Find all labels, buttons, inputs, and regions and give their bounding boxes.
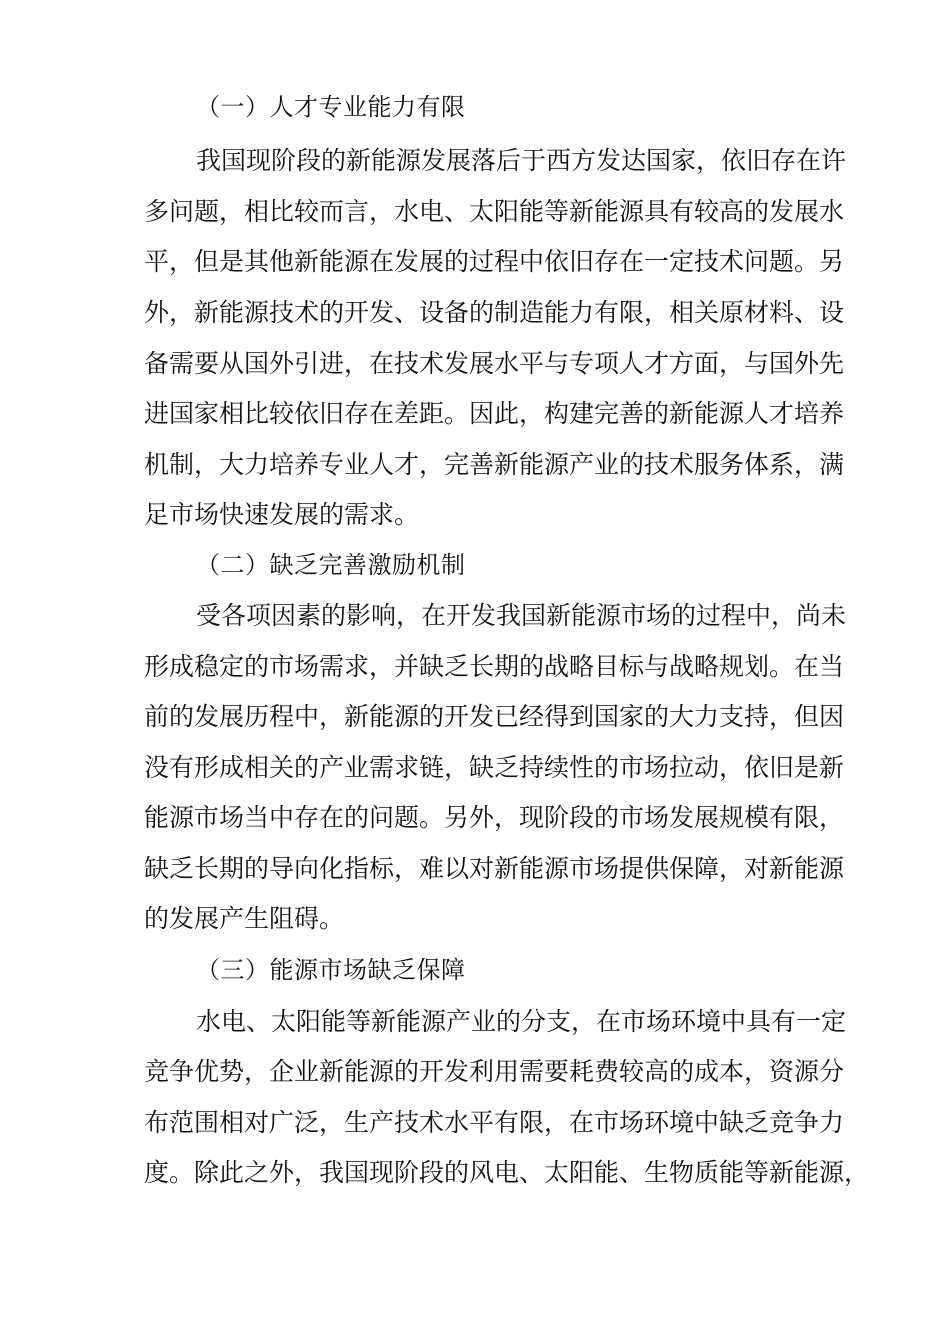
paragraph-line: 前的发展历程中，新能源的开发已经得到国家的大力支持，但因 (144, 702, 845, 731)
section-heading-2: （二）缺乏完善激励机制 (196, 551, 466, 579)
paragraph-line: 多问题，相比较而言，水电、太阳能等新能源具有较高的发展水 (144, 197, 845, 226)
paragraph-line: 机制，大力培养专业人才，完善新能源产业的技术服务体系，满 (144, 450, 845, 479)
paragraph-line: 我国现阶段的新能源发展落后于西方发达国家，依旧存在许 (196, 146, 847, 175)
paragraph-line: 竞争优势，企业新能源的开发利用需要耗费较高的成本，资源分 (144, 1057, 845, 1086)
section-heading-3: （三）能源市场缺乏保障 (196, 956, 466, 984)
paragraph-line: 布范围相对广泛，生产技术水平有限，在市场环境中缺乏竞争力 (144, 1108, 845, 1137)
paragraph-line: 外，新能源技术的开发、设备的制造能力有限，相关原材料、设 (144, 298, 845, 327)
paragraph-line: 水电、太阳能等新能源产业的分支，在市场环境中具有一定 (196, 1007, 847, 1036)
paragraph-line: 缺乏长期的导向化指标，难以对新能源市场提供保障，对新能源 (144, 854, 845, 883)
paragraph-line: 进国家相比较依旧存在差距。因此，构建完善的新能源人才培养 (144, 399, 845, 428)
paragraph-line: 备需要从国外引进，在技术发展水平与专项人才方面，与国外先 (144, 349, 845, 378)
paragraph-line: 能源市场当中存在的问题。另外，现阶段的市场发展规模有限， (144, 803, 845, 832)
paragraph-line: 度。除此之外，我国现阶段的风电、太阳能、生物质能等新能源， (144, 1158, 870, 1187)
section-heading-1: （一）人才专业能力有限 (196, 93, 466, 121)
paragraph-line: 足市场快速发展的需求。 (144, 500, 420, 529)
paragraph-line: 的发展产生阻碍。 (144, 904, 345, 933)
paragraph-line: 没有形成相关的产业需求链，缺乏持续性的市场拉动，依旧是新 (144, 753, 845, 782)
paragraph-line: 形成稳定的市场需求，并缺乏长期的战略目标与战略规划。在当 (144, 652, 845, 681)
paragraph-line: 受各项因素的影响，在开发我国新能源市场的过程中，尚未 (196, 601, 847, 630)
paragraph-line: 平，但是其他新能源在发展的过程中依旧存在一定技术问题。另 (144, 247, 845, 276)
